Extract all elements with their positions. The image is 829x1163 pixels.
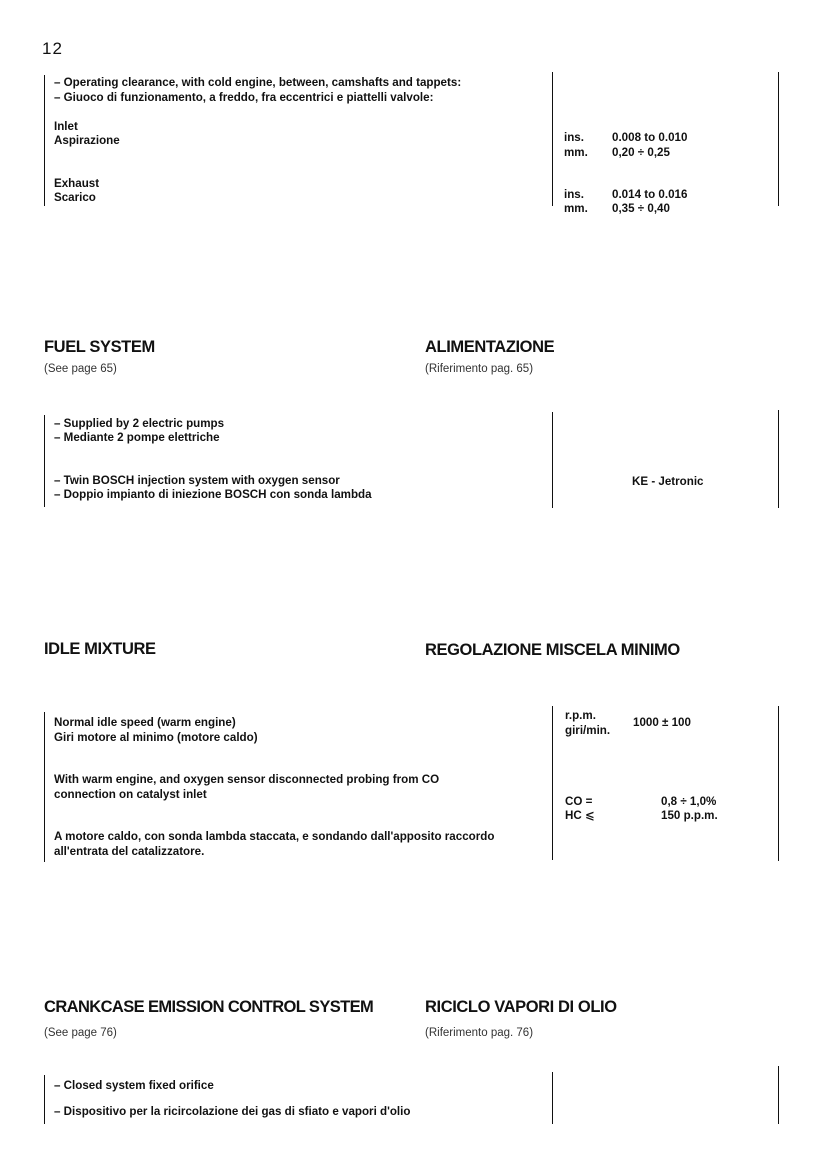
idle-co-desc-it-2: all'entrata del catalizzatore. xyxy=(54,845,205,858)
fuel-pump-en: – Supplied by 2 electric pumps xyxy=(54,417,225,430)
crankcase-ref-it: (Riferimento pag. 76) xyxy=(425,1027,534,1039)
divider-line xyxy=(552,412,553,508)
idle-title-it: REGOLAZIONE MISCELA MINIMO xyxy=(425,641,680,659)
inlet-label-it: Aspirazione xyxy=(54,134,120,147)
crankcase-line-en: – Closed system fixed orifice xyxy=(54,1079,214,1092)
idle-co-value: 0,8 ÷ 1,0% xyxy=(661,795,717,808)
exhaust-label-it: Scarico xyxy=(54,191,96,204)
page-number: 12 xyxy=(42,39,63,58)
clearance-desc-en: – Operating clearance, with cold engine, between, camshafts and tappets: xyxy=(54,76,462,89)
inlet-unit-ins: ins. xyxy=(564,131,584,144)
divider-line xyxy=(778,72,779,206)
idle-speed-it: Giri motore al minimo (motore caldo) xyxy=(54,731,258,744)
exhaust-unit-ins: ins. xyxy=(564,188,584,201)
fuel-ref-it: (Riferimento pag. 65) xyxy=(425,363,534,375)
fuel-pump-it: – Mediante 2 pompe elettriche xyxy=(54,431,220,444)
clearance-desc-it: – Giuoco di funzionamento, a freddo, fra eccentrici e piattelli valvole: xyxy=(54,91,434,104)
crankcase-ref-en: (See page 76) xyxy=(44,1027,117,1039)
divider-line xyxy=(44,1075,45,1124)
crankcase-line-it: – Dispositivo per la ricircolazione dei gas di sfiato e vapori d'olio xyxy=(54,1105,411,1118)
inlet-unit-mm: mm. xyxy=(564,146,588,159)
idle-hc-label: HC ⩽ xyxy=(565,809,595,822)
idle-speed-value: 1000 ± 100 xyxy=(633,716,691,729)
exhaust-label-en: Exhaust xyxy=(54,177,100,190)
divider-line xyxy=(552,72,553,206)
divider-line xyxy=(778,410,779,508)
divider-line xyxy=(44,415,45,507)
crankcase-title-it: RICICLO VAPORI DI OLIO xyxy=(425,998,617,1016)
idle-speed-en: Normal idle speed (warm engine) xyxy=(54,716,236,729)
divider-line xyxy=(552,706,553,860)
inlet-label-en: Inlet xyxy=(54,120,78,133)
fuel-injection-it: – Doppio impianto di iniezione BOSCH con sonda lambda xyxy=(54,488,372,501)
divider-line xyxy=(778,1066,779,1124)
crankcase-title-en: CRANKCASE EMISSION CONTROL SYSTEM xyxy=(44,998,374,1016)
divider-line xyxy=(552,1072,553,1124)
fuel-title-it: ALIMENTAZIONE xyxy=(425,338,555,356)
idle-co-desc-it-1: A motore caldo, con sonda lambda staccata, e sondando dall'apposito raccordo xyxy=(54,830,495,843)
fuel-ref-en: (See page 65) xyxy=(44,363,117,375)
exhaust-value-ins: 0.014 to 0.016 xyxy=(612,188,688,201)
idle-hc-value: 150 p.p.m. xyxy=(661,809,718,822)
divider-line xyxy=(44,75,45,206)
fuel-injection-en: – Twin BOSCH injection system with oxygen sensor xyxy=(54,474,340,487)
exhaust-unit-mm: mm. xyxy=(564,202,588,215)
idle-unit-giri: giri/min. xyxy=(565,724,611,737)
inlet-value-ins: 0.008 to 0.010 xyxy=(612,131,688,144)
exhaust-value-mm: 0,35 ÷ 0,40 xyxy=(612,202,670,215)
fuel-title-en: FUEL SYSTEM xyxy=(44,338,155,356)
fuel-injection-value: KE - Jetronic xyxy=(632,475,704,488)
idle-co-desc-en-2: connection on catalyst inlet xyxy=(54,788,207,801)
idle-co-desc-en-1: With warm engine, and oxygen sensor disconnected probing from CO xyxy=(54,773,440,786)
idle-co-label: CO = xyxy=(565,795,593,808)
idle-title-en: IDLE MIXTURE xyxy=(44,640,156,658)
idle-unit-rpm: r.p.m. xyxy=(565,709,596,722)
inlet-value-mm: 0,20 ÷ 0,25 xyxy=(612,146,670,159)
divider-line xyxy=(778,706,779,861)
divider-line xyxy=(44,712,45,862)
